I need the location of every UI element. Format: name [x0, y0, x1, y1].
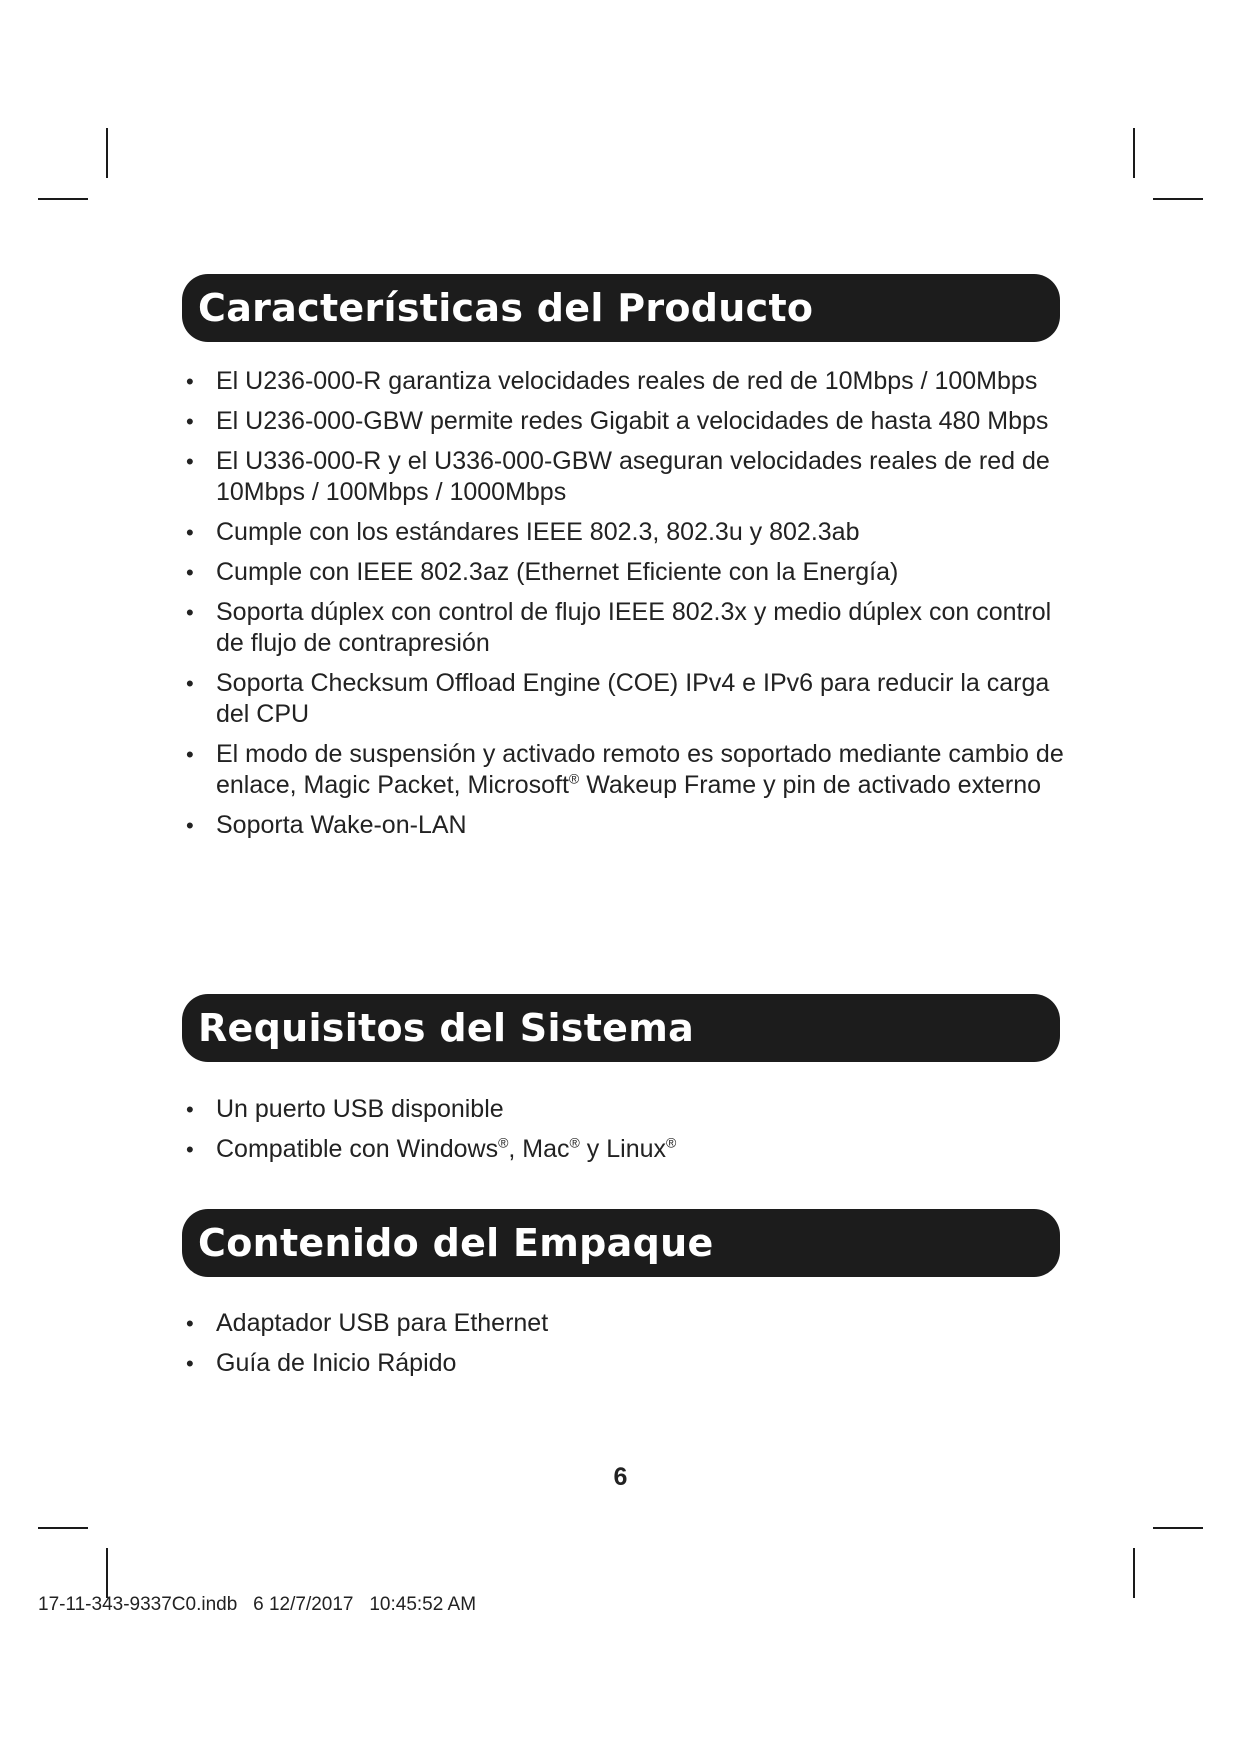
bullet-icon: • [186, 449, 194, 474]
list-item: • El U236-000-R garantiza velocidades reales de red de 10Mbps / 100Mbps [186, 367, 1038, 395]
section-header-requirements [182, 994, 1060, 1062]
registered-mark: ® [498, 1134, 509, 1151]
section-title-features: Características del Producto [198, 286, 814, 330]
crop-mark-bottom-right-vertical [1133, 1548, 1135, 1598]
list-item: • Soporta dúplex con control de flujo IEEE 802.3x y medio dúplex con control de flujo de contrapresión [186, 598, 1052, 657]
bullet-icon: • [186, 520, 194, 545]
crop-mark-bottom-right-horizontal [1153, 1527, 1203, 1529]
list-item: • El modo de suspensión y activado remoto es soportado mediante cambio de enlace, Magic Packet, Microsoft® Wakeup Frame y pin de activado externo [186, 740, 1064, 799]
print-slug: 17-11-343-9337C0.indb 6 12/7/2017 10:45:52 AM [38, 1594, 477, 1615]
bullet-icon: • [186, 742, 194, 767]
section-header-features [182, 274, 1060, 342]
features-list [186, 366, 1066, 850]
list-item: • Adaptador USB para Ethernet [186, 1309, 549, 1337]
page-number: 6 [613, 1463, 628, 1491]
crop-mark-bottom-left-horizontal [38, 1527, 88, 1529]
bullet-icon: • [186, 1097, 194, 1122]
registered-mark: ® [569, 1134, 580, 1151]
list-item: • Guía de Inicio Rápido [186, 1349, 457, 1377]
bullet-icon: • [186, 1351, 194, 1376]
bullet-icon: • [186, 671, 194, 696]
list-item: • Cumple con IEEE 802.3az (Ethernet Eficiente con la Energía) [186, 558, 899, 586]
registered-mark: ® [568, 770, 580, 787]
crop-mark-top-left-vertical [106, 128, 108, 178]
crop-mark-bottom-left-vertical [106, 1548, 108, 1598]
registered-mark: ® [666, 1134, 677, 1151]
bullet-icon: • [186, 1311, 194, 1336]
crop-mark-top-left-horizontal [38, 198, 88, 200]
list-item: • Soporta Checksum Offload Engine (COE) IPv4 e IPv6 para reducir la carga del CPU [186, 669, 1050, 728]
requirements-list [186, 1094, 1066, 1174]
bullet-icon: • [186, 409, 194, 434]
bullet-icon: • [186, 813, 194, 838]
list-item: • El U336-000-R y el U336-000-GBW aseguran velocidades reales de red de 10Mbps / 100Mbps / 1000Mbps [186, 447, 1050, 506]
section-header-package-contents [182, 1209, 1060, 1277]
bullet-icon: • [186, 600, 194, 625]
crop-mark-top-right-vertical [1133, 128, 1135, 178]
bullet-icon: • [186, 1137, 194, 1162]
list-item: • Cumple con los estándares IEEE 802.3, 802.3u y 802.3ab [186, 518, 860, 546]
section-title-requirements: Requisitos del Sistema [198, 1006, 695, 1050]
crop-mark-top-right-horizontal [1153, 198, 1203, 200]
section-title-package-contents: Contenido del Empaque [198, 1221, 714, 1265]
list-item: • Un puerto USB disponible [186, 1095, 504, 1123]
package-contents-list [186, 1308, 1066, 1388]
list-item: • El U236-000-GBW permite redes Gigabit a velocidades de hasta 480 Mbps [186, 407, 1049, 435]
list-item: • Compatible con Windows®, Mac® y Linux® [186, 1134, 677, 1163]
list-item: • Soporta Wake-on-LAN [186, 811, 467, 839]
bullet-icon: • [186, 369, 194, 394]
bullet-icon: • [186, 560, 194, 585]
